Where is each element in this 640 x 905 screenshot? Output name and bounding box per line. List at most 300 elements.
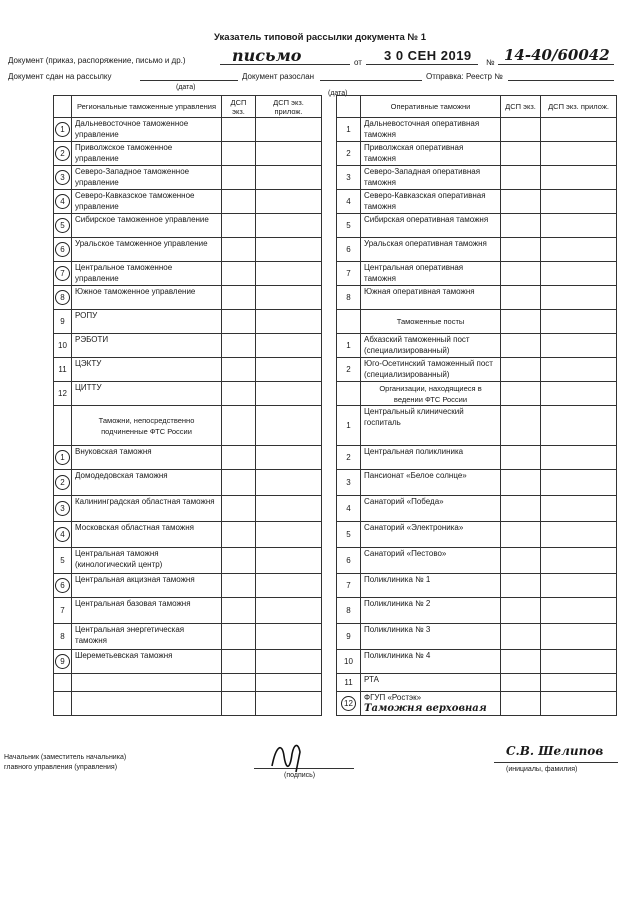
right-number: 8 [346, 606, 351, 615]
left-name-cell [72, 624, 222, 650]
table-row [54, 334, 617, 358]
left-number-cell [54, 166, 72, 190]
right-number-cell [337, 406, 361, 446]
left-dsp-appendix-cell [256, 286, 322, 310]
left-dsp-appendix-cell [256, 522, 322, 548]
gap-cell [322, 692, 337, 716]
left-number-cell [54, 598, 72, 624]
right-name-cell [361, 166, 501, 190]
registry-underline [508, 80, 614, 81]
right-name-cell [361, 286, 501, 310]
right-dsp-copies-cell [501, 522, 541, 548]
right-dsp-copies-cell [501, 286, 541, 310]
left-org-name: РОПУ [75, 311, 98, 320]
right-dsp-copies-cell [501, 166, 541, 190]
right-name-cell [361, 118, 501, 142]
table-row [54, 522, 617, 548]
right-number: 1 [346, 341, 351, 350]
left-org-name: РЭБОТИ [75, 335, 109, 344]
right-number: 3 [346, 173, 351, 182]
right-name-cell [361, 598, 501, 624]
right-number-cell [337, 624, 361, 650]
right-number: 10 [344, 657, 353, 666]
right-dsp-copies-cell [501, 692, 541, 716]
right-name-cell [361, 650, 501, 674]
right-dsp-appendix-cell [541, 382, 617, 406]
right-dsp-appendix-cell [541, 574, 617, 598]
left-dsp-appendix-cell [256, 310, 322, 334]
right-number-cell [337, 310, 361, 334]
doc-type-label: Документ (приказ, распоряжение, письмо и др.) [8, 56, 186, 65]
header-right-name: Оперативные таможни [361, 96, 501, 118]
doc-type-value: письмо [232, 46, 302, 65]
gap-cell [322, 334, 337, 358]
left-number: 10 [58, 341, 67, 350]
left-number: 9 [55, 654, 70, 669]
gap-cell [322, 470, 337, 496]
left-dsp-appendix-cell [256, 358, 322, 382]
left-number-cell [54, 692, 72, 716]
right-dsp-copies-cell [501, 214, 541, 238]
right-dsp-copies-cell [501, 574, 541, 598]
table-row [54, 548, 617, 574]
left-dsp-appendix-cell [256, 446, 322, 470]
right-name-cell [361, 334, 501, 358]
left-dsp-copies-cell [222, 496, 256, 522]
right-number-cell [337, 382, 361, 406]
right-dsp-appendix-cell [541, 118, 617, 142]
right-dsp-copies-cell [501, 446, 541, 470]
header-gap [322, 96, 337, 118]
left-dsp-appendix-cell [256, 118, 322, 142]
right-number: 2 [346, 149, 351, 158]
left-number-cell [54, 238, 72, 262]
section-heading-left: Таможни, непосредственно подчиненные ФТС России [98, 415, 195, 436]
left-name-cell [72, 650, 222, 674]
left-number: 5 [60, 556, 65, 565]
table-row [54, 650, 617, 674]
right-number: 12 [341, 696, 356, 711]
right-name-cell [361, 674, 501, 692]
left-number-cell [54, 470, 72, 496]
right-number: 2 [346, 365, 351, 374]
right-number-cell [337, 598, 361, 624]
left-dsp-copies-cell [222, 358, 256, 382]
right-dsp-appendix-cell [541, 190, 617, 214]
gap-cell [322, 118, 337, 142]
right-org-name: ФГУП «Ростэк» [364, 693, 422, 702]
right-number: 5 [346, 221, 351, 230]
left-number-cell [54, 382, 72, 406]
left-number: 11 [58, 365, 67, 374]
left-name-cell [72, 334, 222, 358]
left-dsp-copies-cell [222, 166, 256, 190]
right-number: 3 [346, 478, 351, 487]
right-number-cell [337, 142, 361, 166]
right-number-cell [337, 650, 361, 674]
table-row [54, 142, 617, 166]
left-dsp-copies-cell [222, 190, 256, 214]
table-row [54, 310, 617, 334]
table-row [54, 406, 617, 446]
right-dsp-copies-cell [501, 598, 541, 624]
left-number: 3 [55, 170, 70, 185]
left-org-name: ЦЭКТУ [75, 359, 102, 368]
signature-caption: (подпись) [284, 772, 316, 779]
right-name-cell [361, 446, 501, 470]
left-number: 1 [55, 450, 70, 465]
right-dsp-appendix-cell [541, 358, 617, 382]
right-name-cell [361, 358, 501, 382]
left-org-name: Центральная акцизная таможня [75, 575, 195, 584]
right-number-cell [337, 214, 361, 238]
left-dsp-copies-cell [222, 674, 256, 692]
right-dsp-appendix-cell [541, 142, 617, 166]
left-dsp-copies-cell [222, 118, 256, 142]
left-org-name: Московская областная таможня [75, 523, 194, 532]
right-org-name: Северо-Кавказская оперативная таможня [364, 191, 486, 211]
right-dsp-copies-cell [501, 310, 541, 334]
number-label: № [486, 58, 495, 67]
gap-cell [322, 674, 337, 692]
right-org-name: Пансионат «Белое солнце» [364, 471, 467, 480]
left-number-cell [54, 522, 72, 548]
gap-cell [322, 358, 337, 382]
right-number-cell [337, 262, 361, 286]
right-number: 4 [346, 197, 351, 206]
gap-cell [322, 190, 337, 214]
right-dsp-appendix-cell [541, 470, 617, 496]
right-dsp-copies-cell [501, 262, 541, 286]
right-org-name: Поликлиника № 2 [364, 599, 431, 608]
left-dsp-copies-cell [222, 406, 256, 446]
left-number-cell [54, 286, 72, 310]
gap-cell [322, 522, 337, 548]
gap-cell [322, 214, 337, 238]
from-label: от [354, 58, 362, 67]
left-dsp-copies-cell [222, 470, 256, 496]
name-caption: (инициалы, фамилия) [506, 766, 578, 773]
header-dsp-right: ДСП экз. [501, 96, 541, 118]
table-row [54, 574, 617, 598]
left-dsp-appendix-cell [256, 238, 322, 262]
right-dsp-copies-cell [501, 142, 541, 166]
left-number-cell [54, 310, 72, 334]
head-label-2: главного управления (управления) [4, 764, 118, 771]
right-name-cell [361, 238, 501, 262]
header-left-name: Региональные таможенные управления [72, 96, 222, 118]
gap-cell [322, 286, 337, 310]
left-number-cell [54, 406, 72, 446]
right-dsp-appendix-cell [541, 334, 617, 358]
left-number: 12 [58, 389, 67, 398]
right-dsp-copies-cell [501, 650, 541, 674]
table-header-row [54, 96, 617, 118]
left-name-cell [72, 470, 222, 496]
right-org-name: Центральный клинический госпиталь [364, 407, 464, 427]
right-dsp-copies-cell [501, 334, 541, 358]
gap-cell [322, 382, 337, 406]
right-number-cell [337, 334, 361, 358]
right-name-cell [361, 548, 501, 574]
gap-cell [322, 548, 337, 574]
table-row [54, 470, 617, 496]
right-number-cell [337, 238, 361, 262]
left-name-cell [72, 310, 222, 334]
right-number: 8 [346, 293, 351, 302]
name-handwritten: С.В. Шелипов [506, 744, 604, 758]
right-name-cell [361, 406, 501, 446]
left-name-cell [72, 446, 222, 470]
section-heading-right: Организации, находящиеся в ведении ФТС России [379, 383, 482, 404]
left-number-cell [54, 548, 72, 574]
left-number: 1 [55, 122, 70, 137]
header-num-left [54, 96, 72, 118]
right-name-cell [361, 470, 501, 496]
table-row [54, 446, 617, 470]
left-org-name: Центральная таможня (кинологический центр) [75, 549, 163, 569]
number-underline [498, 64, 614, 65]
table-row [54, 166, 617, 190]
right-org-name: Санаторий «Победа» [364, 497, 444, 506]
right-number-cell [337, 118, 361, 142]
distributed-date-underline [320, 80, 422, 81]
left-dsp-copies-cell [222, 522, 256, 548]
right-number-cell [337, 522, 361, 548]
right-dsp-copies-cell [501, 406, 541, 446]
gap-cell [322, 166, 337, 190]
right-number: 1 [346, 421, 351, 430]
right-number-cell [337, 548, 361, 574]
left-dsp-copies-cell [222, 238, 256, 262]
gap-cell [322, 406, 337, 446]
left-name-cell [72, 574, 222, 598]
right-org-name: Уральская оперативная таможня [364, 239, 487, 248]
right-number-cell [337, 446, 361, 470]
gap-cell [322, 496, 337, 522]
right-dsp-appendix-cell [541, 446, 617, 470]
right-org-name: Абхазский таможенный пост (специализированный) [364, 335, 470, 355]
right-number-cell [337, 496, 361, 522]
right-dsp-appendix-cell [541, 692, 617, 716]
left-dsp-appendix-cell [256, 470, 322, 496]
left-dsp-appendix-cell [256, 650, 322, 674]
left-dsp-appendix-cell [256, 406, 322, 446]
left-name-cell [72, 166, 222, 190]
left-org-name: Шереметьевская таможня [75, 651, 173, 660]
right-number-cell [337, 692, 361, 716]
sent-label: Документ сдан на рассылку [8, 72, 112, 81]
header-dsp-appendix-right: ДСП экз. прилож. [541, 96, 617, 118]
left-number: 7 [60, 606, 65, 615]
left-number: 3 [55, 501, 70, 516]
left-number-cell [54, 214, 72, 238]
left-name-cell [72, 674, 222, 692]
right-org-name: Сибирская оперативная таможня [364, 215, 489, 224]
right-number: 1 [346, 125, 351, 134]
left-org-name: Дальневосточное таможенное управление [75, 119, 189, 139]
right-org-name: РТА [364, 675, 379, 684]
left-name-cell [72, 406, 222, 446]
distributed-date-caption: (дата) [328, 90, 348, 97]
table-row [54, 262, 617, 286]
left-dsp-copies-cell [222, 574, 256, 598]
left-org-name: Приволжское таможенное управление [75, 143, 173, 163]
right-org-name: Северо-Западная оперативная таможня [364, 167, 481, 187]
right-number-cell [337, 190, 361, 214]
left-number: 6 [55, 242, 70, 257]
left-org-name: Калининградская областная таможня [75, 497, 215, 506]
left-name-cell [72, 214, 222, 238]
handwritten-note: Таможня верховная [364, 703, 487, 714]
left-number: 8 [60, 632, 65, 641]
table-row [54, 238, 617, 262]
left-name-cell [72, 238, 222, 262]
right-number: 11 [344, 678, 353, 687]
table-row [54, 624, 617, 650]
left-number-cell [54, 674, 72, 692]
right-name-cell [361, 574, 501, 598]
left-number: 5 [55, 218, 70, 233]
left-name-cell [72, 118, 222, 142]
sent-date-caption: (дата) [176, 84, 196, 91]
right-number: 6 [346, 556, 351, 565]
left-number: 4 [55, 194, 70, 209]
gap-cell [322, 238, 337, 262]
right-dsp-copies-cell [501, 382, 541, 406]
right-dsp-copies-cell [501, 496, 541, 522]
right-org-name: Приволжская оперативная таможня [364, 143, 464, 163]
left-dsp-appendix-cell [256, 382, 322, 406]
left-number-cell [54, 574, 72, 598]
right-dsp-appendix-cell [541, 262, 617, 286]
dispatch-label: Отправка: [426, 72, 464, 81]
table-row [54, 190, 617, 214]
table-row [54, 118, 617, 142]
right-name-cell [361, 310, 501, 334]
right-name-cell [361, 190, 501, 214]
left-name-cell [72, 692, 222, 716]
right-number-cell [337, 574, 361, 598]
section-heading-right: Таможенные посты [396, 317, 465, 326]
doc-number: 14-40/60042 [504, 46, 610, 64]
left-number: 9 [60, 317, 65, 326]
name-line [494, 762, 618, 763]
right-number: 6 [346, 245, 351, 254]
left-dsp-appendix-cell [256, 166, 322, 190]
table-row [54, 286, 617, 310]
left-number: 4 [55, 527, 70, 542]
left-org-name: ЦИТТУ [75, 383, 102, 392]
table-row [54, 358, 617, 382]
left-org-name: Сибирское таможенное управление [75, 215, 209, 224]
right-name-cell [361, 624, 501, 650]
gap-cell [322, 574, 337, 598]
left-dsp-copies-cell [222, 548, 256, 574]
distributed-label: Документ разослан [242, 72, 315, 81]
left-name-cell [72, 286, 222, 310]
gap-cell [322, 650, 337, 674]
left-name-cell [72, 142, 222, 166]
right-number: 9 [346, 632, 351, 641]
left-number: 7 [55, 266, 70, 281]
table-row [54, 598, 617, 624]
right-dsp-copies-cell [501, 624, 541, 650]
left-number: 8 [55, 290, 70, 305]
right-number-cell [337, 286, 361, 310]
left-dsp-copies-cell [222, 214, 256, 238]
left-dsp-copies-cell [222, 310, 256, 334]
right-org-name: Санаторий «Пестово» [364, 549, 447, 558]
left-org-name: Домодедовская таможня [75, 471, 168, 480]
distribution-table [53, 95, 617, 716]
table-row [54, 674, 617, 692]
right-org-name: Дальневосточная оперативная таможня [364, 119, 480, 139]
right-org-name: Поликлиника № 3 [364, 625, 431, 634]
right-name-cell [361, 522, 501, 548]
left-dsp-copies-cell [222, 446, 256, 470]
right-dsp-appendix-cell [541, 214, 617, 238]
left-org-name: Внуковская таможня [75, 447, 152, 456]
header-dsp-left: ДСП экз. [222, 96, 256, 118]
left-org-name: Центральное таможенное управление [75, 263, 173, 283]
left-number-cell [54, 118, 72, 142]
left-name-cell [72, 358, 222, 382]
left-number-cell [54, 190, 72, 214]
gap-cell [322, 262, 337, 286]
right-dsp-copies-cell [501, 190, 541, 214]
gap-cell [322, 310, 337, 334]
right-dsp-appendix-cell [541, 624, 617, 650]
right-org-name: Центральная оперативная таможня [364, 263, 464, 283]
left-number-cell [54, 650, 72, 674]
right-dsp-appendix-cell [541, 598, 617, 624]
gap-cell [322, 624, 337, 650]
table-row [54, 382, 617, 406]
left-dsp-copies-cell [222, 598, 256, 624]
right-org-name: Поликлиника № 4 [364, 651, 431, 660]
left-dsp-appendix-cell [256, 692, 322, 716]
left-dsp-copies-cell [222, 624, 256, 650]
left-name-cell [72, 548, 222, 574]
left-dsp-appendix-cell [256, 496, 322, 522]
right-dsp-appendix-cell [541, 548, 617, 574]
left-dsp-copies-cell [222, 142, 256, 166]
left-org-name: Центральная базовая таможня [75, 599, 191, 608]
right-number-cell [337, 674, 361, 692]
left-dsp-copies-cell [222, 382, 256, 406]
right-dsp-copies-cell [501, 548, 541, 574]
left-number-cell [54, 358, 72, 382]
left-dsp-copies-cell [222, 650, 256, 674]
left-org-name: Южное таможенное управление [75, 287, 196, 296]
right-dsp-appendix-cell [541, 522, 617, 548]
left-name-cell [72, 598, 222, 624]
signature-mark [266, 736, 310, 776]
right-dsp-appendix-cell [541, 650, 617, 674]
right-number-cell [337, 358, 361, 382]
left-dsp-appendix-cell [256, 334, 322, 358]
left-number-cell [54, 446, 72, 470]
header-dsp-appendix-left: ДСП экз. прилож. [256, 96, 322, 118]
left-dsp-appendix-cell [256, 548, 322, 574]
right-org-name: Южная оперативная таможня [364, 287, 475, 296]
left-dsp-appendix-cell [256, 142, 322, 166]
right-dsp-appendix-cell [541, 166, 617, 190]
right-name-cell [361, 382, 501, 406]
right-dsp-copies-cell [501, 238, 541, 262]
left-dsp-appendix-cell [256, 262, 322, 286]
